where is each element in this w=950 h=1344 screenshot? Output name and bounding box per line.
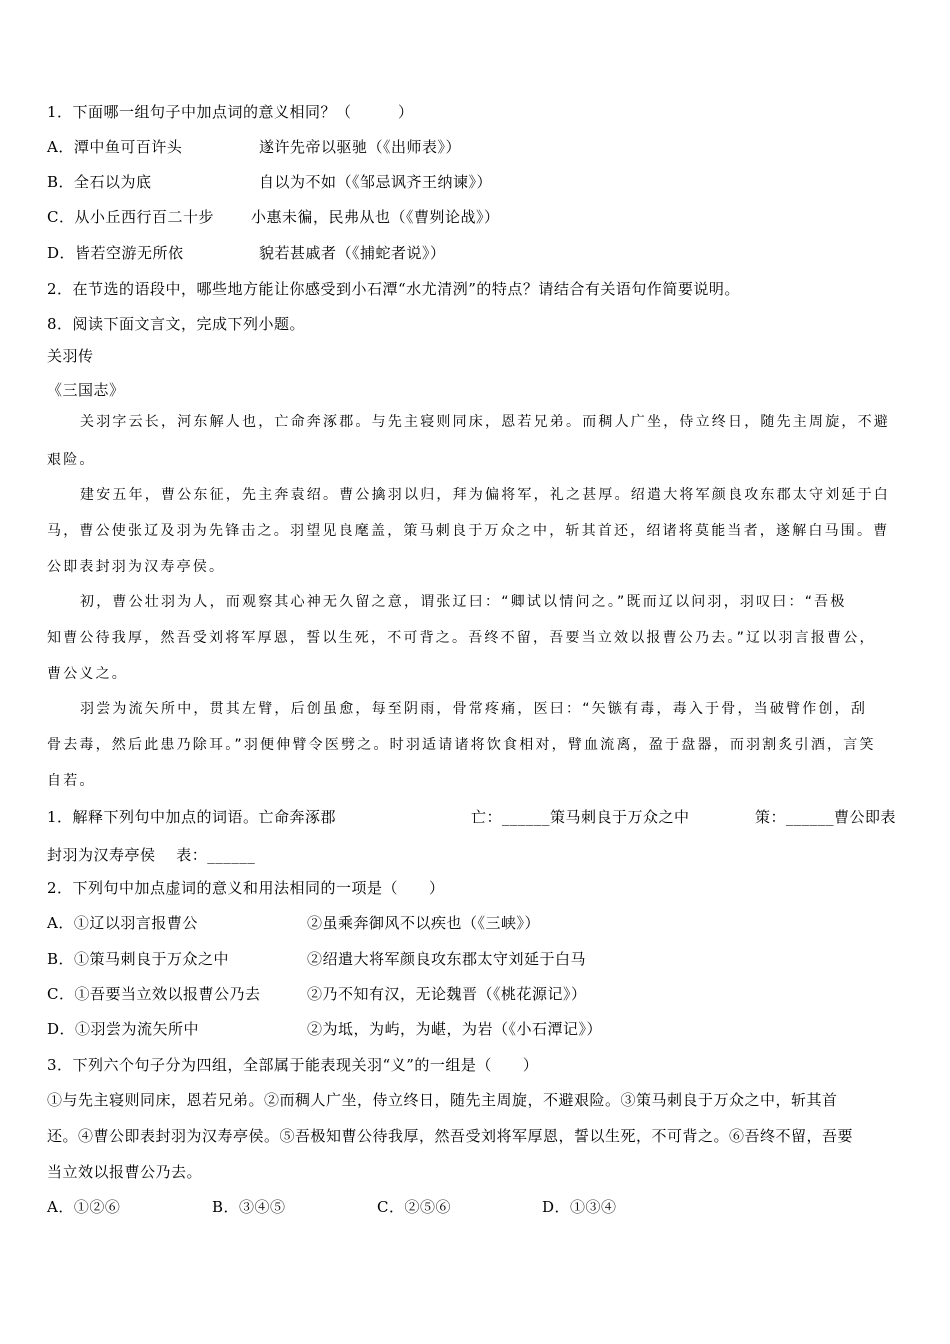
sq2-option-c (47, 984, 587, 1004)
q1-option-d-left: D．皆若空游无所依 (47, 244, 184, 262)
q1-option-c-left: C．从小丘西行百二十步 (47, 208, 214, 226)
sq2-option-d-left: D．①羽尝为流矢所中 (47, 1020, 200, 1038)
sq2-option-a (47, 913, 541, 933)
passage-p3-line1: 初，曹公壮羽为人，而观察其心神无久留之意，谓张辽曰：“卿试以情问之。”既而辽以问羽，羽叹曰：“吾极 (80, 594, 847, 610)
passage-p3-line3: 曹公义之。 (47, 666, 128, 682)
passage-p2-line3: 公即表封羽为汉寿亭侯。 (47, 559, 226, 575)
sq2-option-b-left: B．①策马刺良于万众之中 (47, 950, 230, 968)
sq2-option-d (47, 1019, 603, 1039)
sq3-option-b: B．③④⑤ (212, 1198, 286, 1216)
sq2-option-c-left: C．①吾要当立效以报曹公乃去 (47, 985, 261, 1003)
passage-p1-line2: 艰险。 (47, 452, 96, 468)
q1-option-b-left: B．全石以为底 (47, 173, 152, 191)
q1-option-a-left: A．潭中鱼可百许头 (47, 138, 183, 156)
sq1-part1: 1．解释下列句中加点的词语。亡命奔涿郡 (47, 808, 337, 826)
passage-p1-line1: 关羽字云长，河东解人也，亡命奔涿郡。与先主寝则同床，恩若兄弟。而稠人广坐，侍立终日，随先主周旋，不避 (80, 414, 890, 430)
q1-option-c (47, 207, 500, 227)
passage-p2-line2: 马，曹公使张辽及羽为先锋击之。羽望见良麾盖，策马刺良于万众之中，斩其首还，绍诸将莫能当者，遂解白马围。曹 (47, 523, 890, 539)
passage-p2-line1: 建安五年，曹公东征，先主奔袁绍。曹公擒羽以归，拜为偏将军，礼之甚厚。绍遣大将军颜良攻东郡太守刘延于白 (80, 487, 890, 503)
q1-stem: 1．下面哪一组句子中加点词的意义相同？（ ） (47, 103, 414, 121)
passage-p4-line1: 羽尝为流矢所中，贯其左臂，后创虽愈，每至阴雨，骨常疼痛，医曰：“矢镞有毒，毒入于骨，当破臂作创，刮 (80, 701, 868, 717)
sq2-option-b (47, 949, 587, 969)
q1-option-a (47, 137, 462, 157)
sq2-option-d-right: ②为坻，为屿，为嵁，为岩（《小石潭记》） (307, 1020, 603, 1038)
sq3-options (47, 1197, 617, 1217)
sq3-option-c: C．②⑤⑥ (377, 1198, 451, 1216)
passage-p4-line3: 自若。 (47, 773, 96, 789)
sq2-option-c-right: ②乃不知有汉，无论魏晋（《桃花源记》） (307, 985, 587, 1003)
sq3-option-d: D．①③④ (542, 1198, 617, 1216)
sq1-part3: 策：______曹公即表 (755, 808, 897, 826)
sq2-stem: 2．下列句中加点虚词的意义和用法相同的一项是（ ） (47, 879, 445, 897)
q1-option-b-right: 自以为不如（《邹忌讽齐王纳谏》） (259, 173, 493, 191)
sq2-option-a-right: ②虽乘奔御风不以疾也（《三峡》） (307, 914, 541, 932)
sq3-stem: 3．下列六个句子分为四组，全部属于能表现关羽“义”的一组是（ ） (47, 1056, 539, 1074)
passage-title: 关羽传 (47, 347, 94, 365)
sq1-line2: 封羽为汉寿亭侯 表：______ (47, 846, 256, 864)
sq2-option-a-left: A．①辽以羽言报曹公 (47, 914, 198, 932)
sq3-statements-line2: 还。④曹公即表封羽为汉寿亭侯。⑤吾极知曹公待我厚，然吾受刘将军厚恩，誓以生死，不可背之。⑥吾终不留，吾要 (47, 1127, 854, 1145)
q1-option-c-right: 小惠未徧，民弗从也（《曹刿论战》） (251, 208, 500, 226)
q1-option-b (47, 172, 493, 192)
sq1-line1 (47, 807, 897, 827)
passage-p3-line2: 知曹公待我厚，然吾受刘将军厚恩，誓以生死，不可背之。吾终不留，吾要当立效以报曹公乃去。”辽以羽言报曹公， (47, 630, 876, 646)
sq3-statements-line1: ①与先主寝则同床，恩若兄弟。②而稠人广坐，侍立终日，随先主周旋，不避艰险。③策马刺良于万众之中，斩其首 (47, 1091, 838, 1109)
sq2-option-b-right: ②绍遣大将军颜良攻东郡太守刘延于白马 (307, 950, 587, 968)
sq1-part2: 亡：______策马刺良于万众之中 (471, 808, 690, 826)
q1-option-a-right: 遂许先帝以驱驰（《出师表》） (259, 138, 462, 156)
q2-stem: 2．在节选的语段中，哪些地方能让你感受到小石潭“水尤清洌”的特点？请结合有关语句作简要说明。 (47, 280, 740, 298)
q8-intro: 8．阅读下面文言文，完成下列小题。 (47, 315, 306, 333)
sq3-statements-line3: 当立效以报曹公乃去。 (47, 1163, 203, 1181)
q1-option-d-right: 貌若甚戚者（《捕蛇者说》） (259, 244, 446, 262)
q1-option-d (47, 243, 446, 263)
sq3-option-a: A．①②⑥ (47, 1198, 121, 1216)
passage-p4-line2: 骨去毒，然后此患乃除耳。”羽便伸臂令医劈之。时羽适请诸将饮食相对，臂血流离，盈于盘器，而羽割炙引酒，言笑 (47, 737, 876, 753)
passage-source: 《三国志》 (47, 381, 125, 399)
